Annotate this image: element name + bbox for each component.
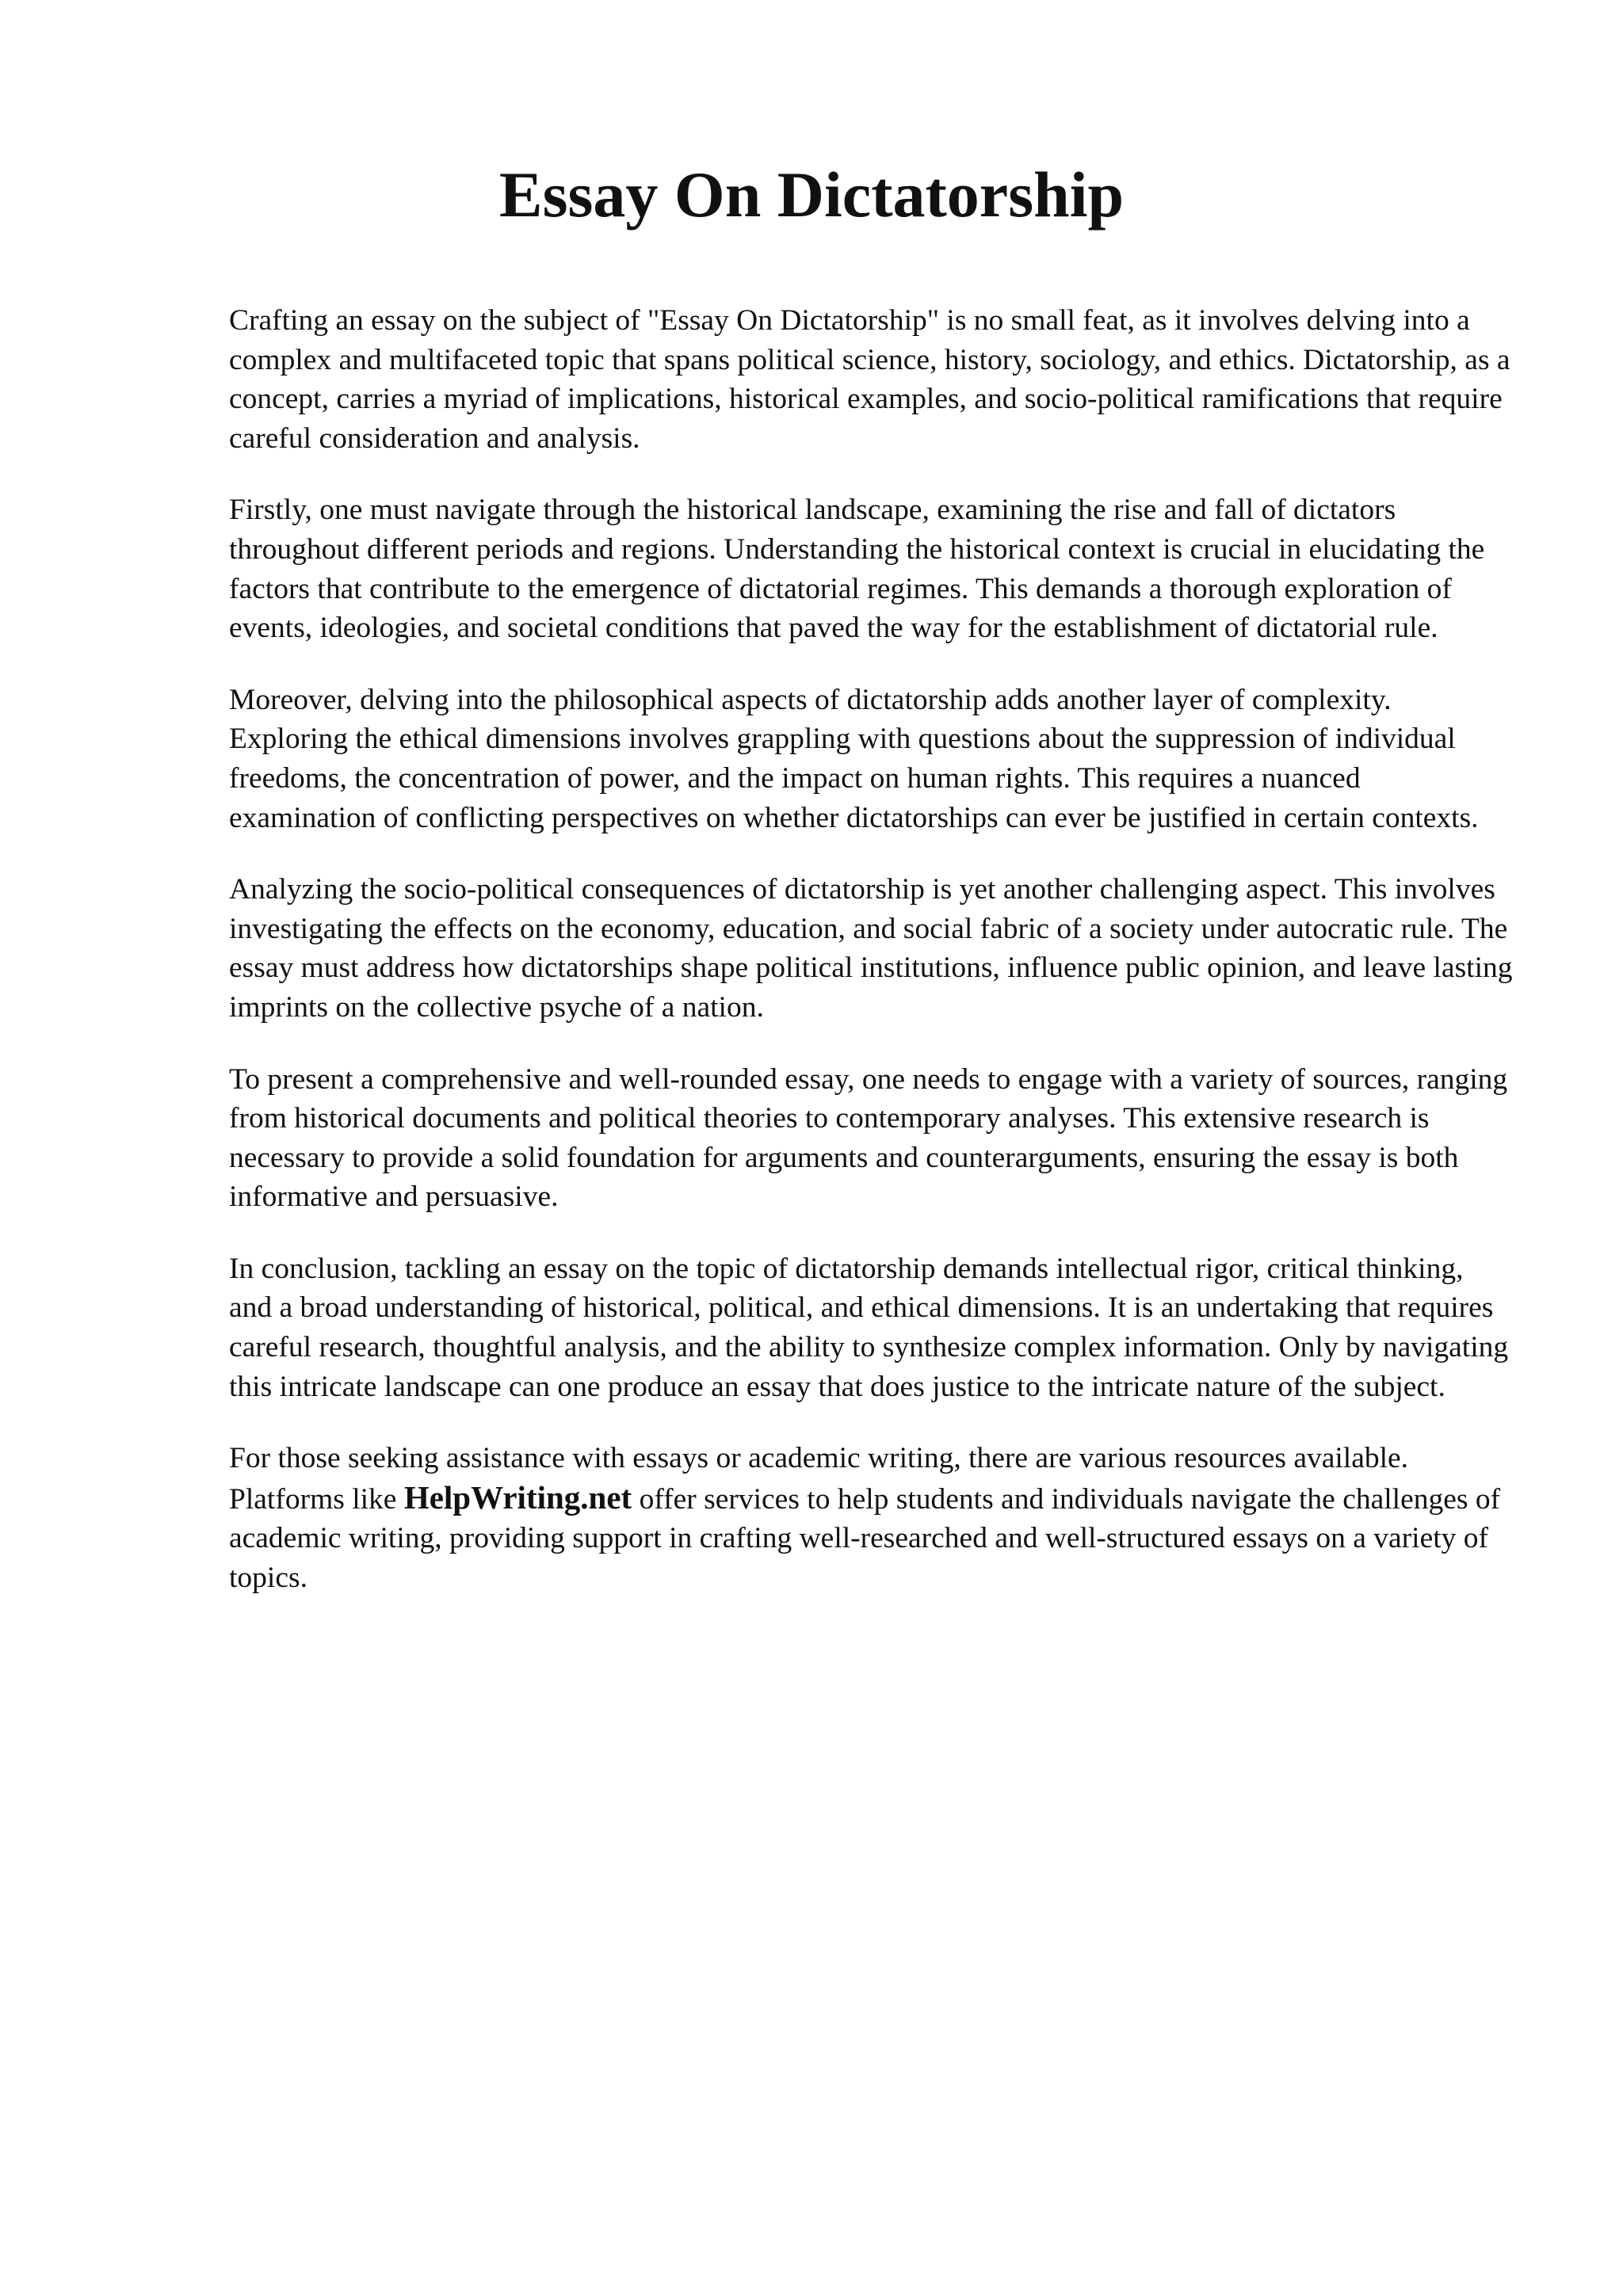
paragraph-research: To present a comprehensive and well-rounded essay, one needs to engage with a variety of sources, ranging from historical documents and political theories to contemporary analyses. This extensive research is necessary to provide a solid foundation for arguments and counterarguments, ensuring the essay is both informative and persuasive. [229,1062,1508,1214]
paragraph-conclusion: In conclusion, tackling an essay on the topic of dictatorship demands intellectual rigor, critical thinking, and a broad understanding of historical, political, and ethical dimensions. It is an undertaking that requires careful research, thoughtful analysis, and the ability to synthesize complex information. Only by navigating this intricate landscape can one produce an essay that does justice to the intricate nature of the subject. [229,1252,1509,1403]
paragraph-closing [229,1439,1513,1597]
paragraph-philosophical: Moreover, delving into the philosophical aspects of dictatorship adds another layer of complexity. Exploring the ethical dimensions involves grappling with questions about the suppression of individual freedoms, the concentration of power, and the impact on human rights. This requires a nuanced examination of conflicting perspectives on whether dictatorships can ever be justified in certain contexts. [229,683,1479,834]
brand-link[interactable]: HelpWriting.net [403,1478,632,1516]
paragraph-socio-political: Analyzing the socio-political consequences of dictatorship is yet another challenging aspect. This involves investigating the effects on the economy, education, and social fabric of a society under autocratic rule. The essay must address how dictatorships shape political institutions, influence public opinion, and leave lasting imprints on the collective psyche of a nation. [229,873,1513,1024]
paragraph-intro: Crafting an essay on the subject of "Essay On Dictatorship" is no small feat, as it involves delving into a complex and multifaceted topic that spans political science, history, sociology, and ethics. Dictatorship, as a concept, carries a myriad of implications, historical examples, and socio-political ramifications that require careful consideration and analysis. [229,304,1510,455]
page-title: Essay On Dictatorship [498,158,1125,231]
closing-text-before: For those seeking assistance with essays or academic writing, there are various resources available. Platforms like [229,1442,1409,1516]
paragraph-historical: Firstly, one must navigate through the historical landscape, examining the rise and fall of dictators throughout different periods and regions. Understanding the historical context is crucial in elucidating the factors that contribute to the emergence of dictatorial regimes. This demands a thorough exploration of events, ideologies, and societal conditions that paved the way for the establishment of dictatorial rule. [229,494,1485,645]
closing-text-after: offer services to help students and individuals navigate the challenges of academic writing, providing support in crafting well-researched and well-structured essays on a variety of topics. [229,1482,1501,1595]
essay-body [229,301,1513,1630]
